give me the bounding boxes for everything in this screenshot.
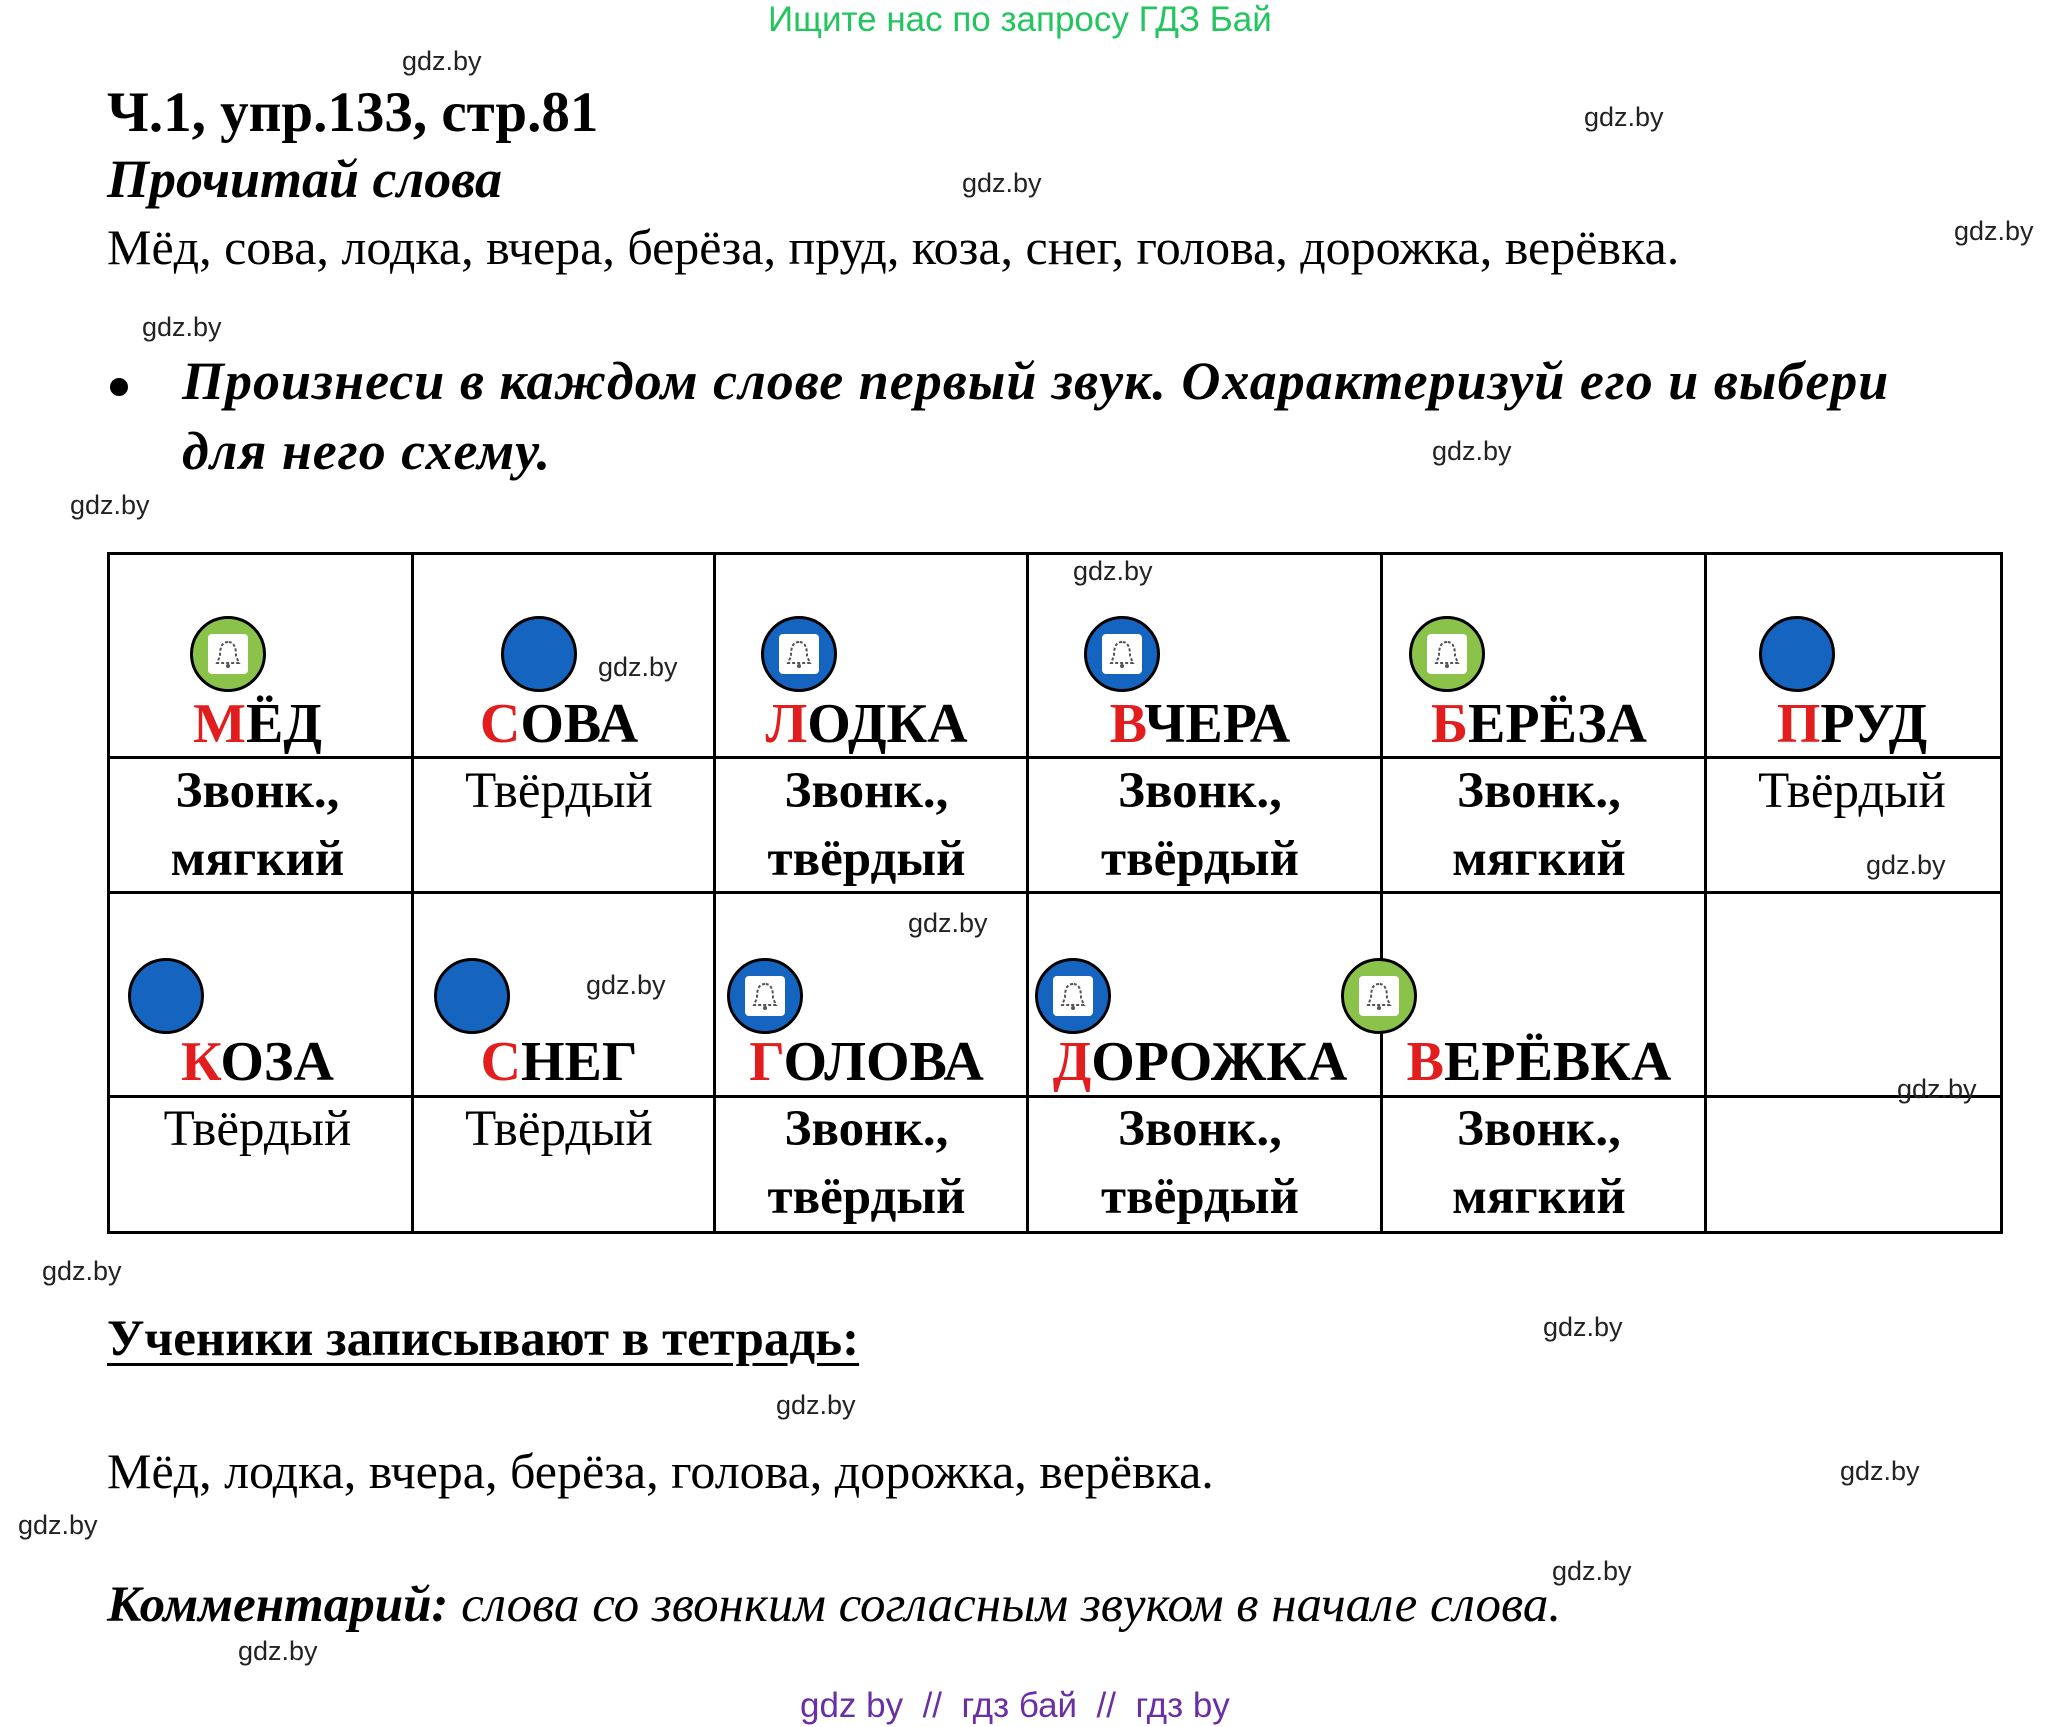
sound-description [465,757,653,825]
hard-scheme-icon [128,958,204,1034]
watermark: gdz.by [962,168,1042,198]
watermark: gdz.by [1897,1074,1977,1104]
word-rest: ОЛОВА [783,1031,984,1093]
description-line-1: Твёрдый [1758,763,1946,819]
voiced-soft-scheme-icon [1341,958,1417,1034]
description-line-1: Звонк., [1118,1101,1282,1157]
watermark: gdz.by [598,652,678,682]
sound-description [1758,757,1946,825]
table-word [1406,1031,1672,1093]
task-line-1: Произнеси в каждом слове первый звук. Охарактеризуй его и выбери [182,351,1890,411]
table-word [181,1031,334,1093]
table-word [1776,693,1928,755]
word-first-letter: С [479,693,521,755]
word-rest: ЁД [245,693,322,755]
word-rest: ОВА [520,693,639,755]
bell-icon [745,976,785,1016]
word-rest: ЧЕРА [1144,693,1291,755]
table-word [1431,693,1647,755]
description-line-2: твёрдый [767,1169,966,1225]
watermark: gdz.by [908,908,988,938]
description-line-1: Твёрдый [465,1101,653,1157]
word-first-letter: В [1406,1031,1445,1093]
watermark: gdz.by [1840,1456,1920,1486]
sound-description [1452,757,1626,893]
watermark: gdz.by [1552,1556,1632,1586]
description-line-1: Звонк., [784,763,949,819]
description-line-2: мягкий [1452,831,1626,887]
voiced-hard-scheme-icon [761,616,837,692]
table-word [193,693,322,755]
bell-icon [1427,634,1467,674]
hard-scheme-icon [501,616,577,692]
word-first-letter: Л [765,693,808,755]
watermark: gdz.by [586,970,666,1000]
bell-icon [208,634,248,674]
instruction: Прочитай слова [107,149,502,209]
page-title: Ч.1, упр.133, стр.81 [107,81,599,144]
voiced-soft-scheme-icon [190,616,266,692]
sound-description [1101,1095,1299,1231]
description-line-1: Твёрдый [163,1101,352,1157]
watermark: gdz.by [1073,556,1153,586]
word-first-letter: Б [1431,693,1469,755]
description-line-2: мягкий [170,831,345,887]
comment [107,1576,1561,1634]
voiced-hard-scheme-icon [1035,958,1111,1034]
word-rest: ЕРЁЗА [1468,693,1647,755]
watermark: gdz.by [18,1510,98,1540]
task-line-2: для него схему. [182,421,552,481]
description-line-1: Звонк., [1118,763,1282,819]
word-rest: РУД [1820,693,1928,755]
hard-scheme-icon [434,958,510,1034]
notebook-line: Мёд, лодка, вчера, берёза, голова, дорожка, верёвка. [107,1443,1214,1499]
description-line-1: Звонк., [1457,1101,1621,1157]
voiced-hard-scheme-icon [1084,616,1160,692]
sound-description [171,757,345,893]
word-rest: ОДКА [807,693,968,755]
notebook-heading: Ученики записывают в тетрадь: [107,1311,860,1367]
watermark: gdz.by [42,1256,122,1286]
word-first-letter: Д [1052,1031,1092,1093]
word-rest: ЕРЁВКА [1444,1031,1672,1093]
footer-links: gdz by // гдз бай // гдз by [800,1686,1230,1725]
table-word [480,1031,638,1093]
table-word [479,693,639,755]
bell-icon [1359,976,1399,1016]
watermark: gdz.by [1432,436,1512,466]
table-word [749,1031,984,1093]
watermark: gdz.by [1866,850,1946,880]
voiced-soft-scheme-icon [1409,616,1485,692]
table-word [1109,693,1291,755]
comment-label: Комментарий: [107,1577,449,1633]
scheme-table [107,552,2003,1234]
description-line-2: мягкий [1452,1169,1626,1225]
sound-description [465,1095,653,1163]
word-first-letter: М [193,693,246,755]
word-rest: ОЗА [220,1031,334,1093]
sound-description [768,1095,966,1231]
watermark: gdz.by [70,490,150,520]
sound-description [768,757,966,893]
watermark: gdz.by [238,1636,318,1666]
description-line-1: Звонк., [784,1101,949,1157]
words-line: Мёд, сова, лодка, вчера, берёза, пруд, коза, снег, голова, дорожка, верёвка. [107,219,1680,275]
watermark: gdz.by [1543,1312,1623,1342]
hard-scheme-icon [1759,616,1835,692]
description-line-2: твёрдый [767,831,966,887]
description-line-1: Звонк., [175,763,340,819]
description-line-2: твёрдый [1101,831,1299,887]
word-rest: НЕГ [520,1031,638,1093]
sound-description [1452,1095,1626,1231]
word-rest: ОРОЖКА [1091,1031,1348,1093]
watermark: gdz.by [142,312,222,342]
table-word [765,693,968,755]
word-first-letter: П [1776,693,1821,755]
watermark: gdz.by [1954,216,2034,246]
bell-icon [1053,976,1093,1016]
watermark: gdz.by [402,46,482,76]
top-banner: Ищите нас по запросу ГДЗ Бай [768,0,1272,39]
comment-text: слова со звонким согласным звуком в начале слова. [448,1577,1562,1633]
word-first-letter: С [480,1031,521,1093]
description-line-1: Твёрдый [465,763,653,819]
sound-description [1101,757,1299,893]
description-line-1: Звонк., [1457,763,1621,819]
watermark: gdz.by [776,1390,856,1420]
bell-icon [1102,634,1142,674]
word-first-letter: К [181,1031,221,1093]
watermark: gdz.by [1584,102,1664,132]
table-word [1052,1031,1348,1093]
word-first-letter: В [1109,693,1145,755]
bullet-icon [110,378,128,396]
word-first-letter: Г [749,1031,784,1093]
voiced-hard-scheme-icon [727,958,803,1034]
bell-icon [779,634,819,674]
description-line-2: твёрдый [1101,1169,1299,1225]
sound-description [164,1095,352,1163]
